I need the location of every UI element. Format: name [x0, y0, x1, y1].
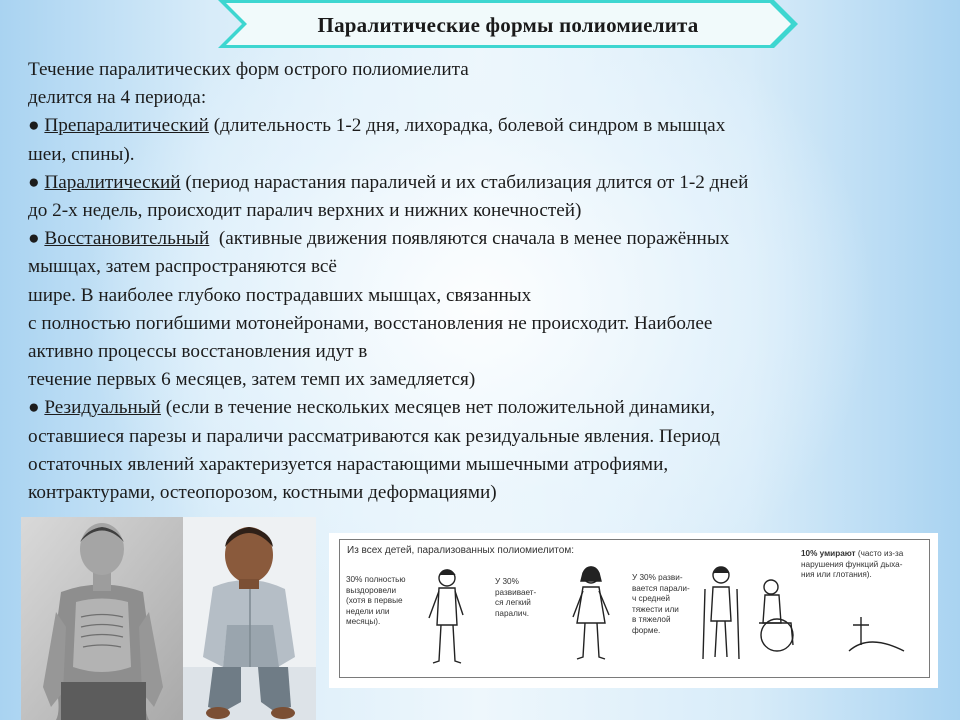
period-name: Паралитический — [44, 171, 181, 193]
period-recovery — [28, 225, 940, 253]
period-text: с полностью погибшими мотонейронами, восстановления не происходит. Наиболее — [28, 312, 713, 334]
note-line: ния или глотания). — [801, 570, 872, 580]
healthy-child-icon — [429, 570, 463, 663]
note-line: 30% полностью — [346, 575, 406, 584]
note-bold: 10% умирают — [801, 549, 856, 558]
note-line: (хотя в первые — [346, 596, 403, 606]
note-line: У 30% разви- — [632, 573, 683, 582]
adult-patient-image — [21, 517, 184, 720]
photo-child-patient — [183, 517, 316, 720]
bullet: ● — [28, 397, 40, 419]
period-text: (длительность 1-2 дня, лихорадка, болевой синдром в мышцах — [208, 115, 726, 137]
period-text: остаточных явлений характеризуется нарастающими мышечными атрофиями, — [28, 453, 669, 475]
bullet: ● — [28, 115, 40, 137]
note-line: месяцы). — [346, 617, 381, 627]
note-line: тяжести или — [632, 604, 679, 614]
title-banner — [218, 0, 798, 48]
period-text: до 2-х недель, происходит паралич верхних и нижних конечностей) — [28, 200, 582, 222]
period-text: мышцах, затем распространяются всё — [28, 256, 337, 278]
period-name: Восстановительный — [44, 228, 210, 250]
note-line: (часто из-за — [855, 549, 904, 558]
period-text: (активные движения появляются сначала в менее поражённых — [209, 228, 730, 250]
diagram-illustrations — [329, 533, 938, 688]
period-text: оставшиеся парезы и параличи рассматриваются как резидуальные явления. Период — [28, 425, 721, 447]
wheelchair-icon — [759, 580, 793, 651]
intro-line: Течение паралитических форм острого полиомиелита — [28, 59, 469, 80]
period-preparalytic — [28, 112, 940, 140]
note-line: нарушения функций дыха- — [801, 559, 903, 569]
period-name: Резидуальный — [44, 397, 161, 419]
diagram-title: Из всех детей, парализованных полиомиелитом: — [347, 545, 574, 556]
period-name: Препаралитический — [44, 115, 209, 137]
note-line: вается парали- — [632, 583, 690, 593]
period-text: контрактурами, остеопорозом, костными деформациями) — [28, 482, 497, 504]
note-line: развивает- — [495, 587, 537, 597]
period-text: шире. В наиболее глубоко пострадавших мышцах, связанных — [28, 284, 532, 306]
photo-adult-patient — [21, 517, 184, 720]
note-line: У 30% — [495, 577, 519, 586]
period-residual — [28, 394, 940, 422]
limping-child-icon — [573, 567, 609, 659]
period-text: активно процессы восстановления идут в — [28, 341, 368, 363]
intro-line: делится на 4 периода: — [28, 87, 207, 109]
note-line: форме. — [632, 625, 661, 635]
period-text: шеи, спины). — [28, 143, 135, 165]
page-title: Паралитические формы полиомиелита — [317, 13, 699, 37]
note-line: ч средней — [632, 594, 670, 604]
period-paralytic — [28, 169, 940, 197]
body-text — [28, 56, 940, 507]
note-line: ся легкий — [495, 598, 531, 608]
note-line: в тяжелой — [632, 615, 671, 625]
note-line: недели или — [346, 606, 390, 616]
bullet: ● — [28, 171, 40, 193]
grave-icon — [849, 617, 904, 651]
crutches-child-icon — [703, 567, 739, 659]
statistics-diagram — [329, 533, 938, 688]
period-text: (если в течение нескольких месяцев нет положительной динамики, — [160, 397, 716, 419]
child-patient-image — [183, 517, 316, 720]
note-line: выздоровели — [346, 585, 397, 595]
note-line: паралич. — [495, 608, 529, 618]
period-text: течение первых 6 месяцев, затем темп их замедляется) — [28, 369, 476, 391]
bullet: ● — [28, 228, 40, 250]
period-text: (период нарастания параличей и их стабилизация длится от 1-2 дней — [180, 171, 749, 193]
